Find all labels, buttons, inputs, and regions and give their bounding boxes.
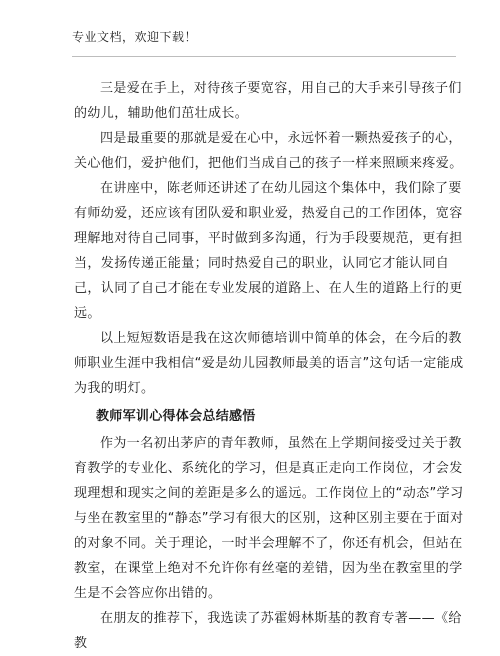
paragraph: 作为一名初出茅庐的青年教师，虽然在上学期间接受过关于教育教学的专业化、系统化的学习，但是真正走向工作岗位，才会发现理想和现实之间的差距是多么的遥远。工作岗位上的“动态”学习与坐在教室里的“静态”学习有很大的区别，这种区别主要在于面对的对象不同。关于理论，一时半会理解不了，你还有机会，但站在教室，在课堂上绝对不允许你有丝毫的差错，因为坐在教室里的学生是不会答应你出错的。 bbox=[74, 436, 464, 601]
document-header: 专业文档，欢迎下载！ bbox=[72, 30, 198, 44]
header-divider bbox=[72, 56, 456, 57]
paragraphs-top bbox=[74, 76, 466, 401]
paragraph: 三是爱在手上，对待孩子要宽容，用自己的大手来引导孩子们的幼儿，辅助他们茁壮成长。 bbox=[74, 81, 462, 121]
section-heading: 教师军训心得体会总结感悟 bbox=[96, 409, 256, 424]
paragraph: 在朋友的推荐下，我选读了苏霍姆林斯基的教育专著——《给教 bbox=[74, 611, 462, 651]
paragraph: 以上短短数语是我在这次师德培训中简单的体会，在今后的教师职业生涯中我相信“爱是幼儿园教师最美的语言”这句话一定能成为我的明灯。 bbox=[74, 331, 464, 396]
paragraphs-bottom bbox=[74, 431, 466, 656]
paragraph: 在讲座中，陈老师还讲述了在幼儿园这个集体中，我们除了要有师幼爱，还应该有团队爱和职业爱，热爱自己的工作团体，宽容理解地对待自己同事，平时做到多沟通，行为手段要规范，更有担当，发扬传递正能量；同时热爱自己的职业，认同它才能认同自己，认同了自己才能在专业发展的道路上、在人生的道路上行的更远。 bbox=[74, 181, 463, 321]
paragraph: 四是最重要的那就是爱在心中，永远怀着一颗热爱孩子的心，关心他们，爱护他们，把他们当成自己的孩子一样来照顾来疼爱。 bbox=[74, 131, 463, 171]
document-body bbox=[74, 76, 466, 656]
